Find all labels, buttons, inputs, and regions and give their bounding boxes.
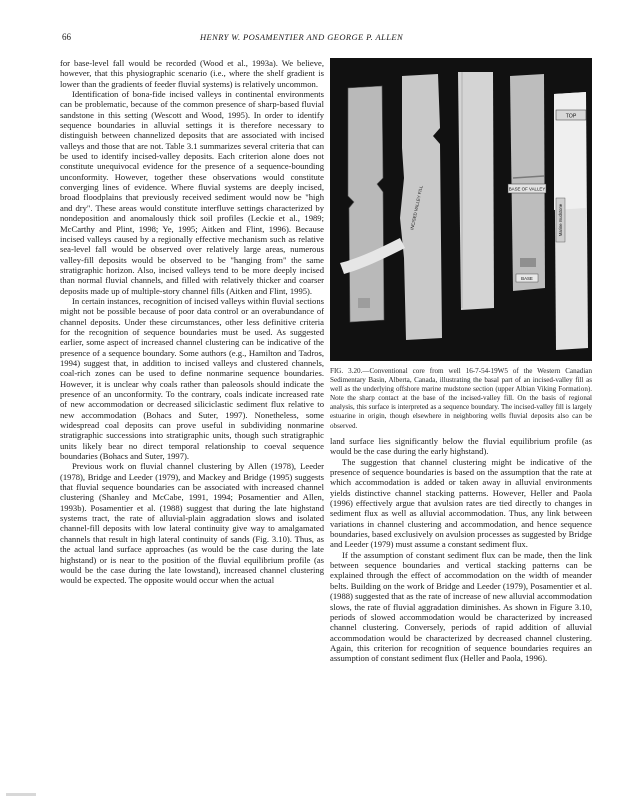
paragraph: for base-level fall would be recorded (Wood et al., 1993a). We believe, however, that this physiographic scenario (i.e., where the shelf gradient is lower than the gradients of feeder fluvial systems) is relatively uncommon. [60,58,324,89]
paragraph: land surface lies significantly below the fluvial equilibrium profile (as would be the case during the early highstand). [330,436,592,457]
core-label: BASE [521,276,533,281]
core-label: Marine mudstone [558,203,563,237]
paragraph: Previous work on fluvial channel clustering by Allen (1978), Leeder (1978), Bridge and Leeder (1979), and Mackey and Bridge (1995) suggests that fluvial sequence boundaries can be associated with increased channel clustering (Shanley and McCabe, 1991, 1994; Posamentier and Allen, 1993b). Posamentier et al. (1988) suggest that during the late highstand systems tract, the rate of alluvial-plain aggradation slows and isolated channel-fill deposits with low lateral continuity give way to amalgamated channels that result in high lateral continuity of sands (Fig. 3.10). Thus, as the actual land surface approaches (as would be the case during the late highstand) or is near to the position of the fluvial equilibrium profile (as would be the case during the late lowstand), increased channel clustering would be expected. The opposite would occur when the actual [60,461,324,586]
paragraph: In certain instances, recognition of incised valleys within fluvial sections might not be possible because of poor data control or an overabundance of channel deposits. Under these circumstances, other less definitive criteria for the recognition of sequence boundaries must be used. As suggested earlier, some aspect of increased channel clustering can be indicative of the presence of a sequence boundary. Some authors (e.g., Hamilton and Tadros, 1994) suggest that, in addition to incised valleys and clustered channels, coal-rich zones can be used to define nonmarine sequence boundaries. However, it is unclear why coals rather than paleosols should indicate the presence of an unconformity. To the contrary, coals indicate increased rate of new accommodation or decreased siliciclastic sediment flux relative to new accommodation (Bohacs and Suter, 1997). Nonetheless, some widespread coal deposits can prove useful in subdividing nonmarine stratigraphic successions into stratigraphic units, though such stratigraphic units likely bear no direct temporal relationship to coeval sequence boundaries (Bohacs and Suter, 1997). [60,295,324,462]
running-title: HENRY W. POSAMENTIER AND GEORGE P. ALLEN [200,32,404,42]
core-label: INCISED VALLEY FILL [409,185,424,231]
core-photo-illustration [330,58,592,361]
right-column [330,436,592,780]
left-column [60,58,324,780]
paragraph: The suggestion that channel clustering might be indicative of the presence of sequence boundaries is based on the assumption that the rate at which accommodation is added or taken away in alluvial environments yields distinctive channel stacking patterns. However, Heller and Paola (1996) effectively argue that avulsion rates are tied directly to changes in sediment flux as well as alluvial accommodation. Thus, any link between variations in channel clustering and accommodation, and hence sequence boundaries, based exclusively on avulsion processes as suggested by Bridge and Leeder (1979) must assume a constant sediment flux. [330,456,592,550]
core-label: BASE OF VALLEY [508,186,546,192]
core-photograph [330,58,592,361]
figure-caption: FIG. 3.20.—Conventional core from well 16-7-54-19W5 of the Western Canadian Sedimentary Basin, Alberta, Canada, illustrating the basal part of an incised-valley fill as well as the underlying offshore marine mudstone section (upper Albian Viking Formation). Note the sharp contact at the base of the incised-valley fill. On the basis of regional analysis, this surface is interpreted as a sequence boundary. The incised-valley fill is largely estuarine in origin, though elsewhere in neighboring wells fluvial deposits also can be observed. [330,367,592,430]
page-header [0,32,617,46]
page-number: 66 [62,32,71,42]
paragraph: Identification of bona-fide incised valleys in continental environments can be problematic, because of the common presence of sharp-based fluvial sandstone in this setting (Wescott and Wood, 1995). In order to identify sequence boundaries in alluvial settings it is therefore necessary to distinguish between channelized deposits that are associated with incised valleys and those that are not. Table 3.1 summarizes several criteria that can be used to identify incised-valley deposits. Each criterion alone does not constitute unequivocal evidence for the presence of a sequence-bounding unconformity. However, together these observations would constitute converging lines of evidence. Where fluvial systems are deeply incised, broad floodplains that previously received sediment would now be "high and dry". These areas would constitute interfluve settings characterized by nondeposition and anomalously thick soil profiles (Leckie et al., 1989; McCarthy and Plint, 1998; Ye, 1995; Aitken and Flint, 1996). Because incised valleys caused by a regionally effective mechanism such as relative sea-level fall would be observed over relatively large areas, numerous valley-fill deposits would be observed to be "hanging from" the same stratigraphic horizon. Also, incised valleys tend to be more deeply incised than normal fluvial channels, and filled with relatively thicker and coarser deposits made up of multiple-story channel fills (Aitken and Flint, 1995). [60,89,324,296]
scan-artifact [6,793,36,796]
paragraph: If the assumption of constant sediment flux can be made, then the link between sequence boundaries and vertical stacking patterns can be explained through the effect of accommodation on the width of meander belts. Building on the work of Bridge and Leeder (1979), Posamentier et al. (1988) suggested that as the rate of increase of new alluvial accommodation slows, the rate of fluvial aggradation diminishes. As shown in Figure 3.10, periods of slowed accommodation would be characterized by increased channel clustering. Conversely, periods of rapid addition of alluvial accommodation would be characterized by decreased channel clustering. Again, this criterion for recognition of sequence boundaries requires an assumption of constant sediment flux (Heller and Paola, 1996). [330,549,592,664]
core-label: TOP [565,113,577,120]
